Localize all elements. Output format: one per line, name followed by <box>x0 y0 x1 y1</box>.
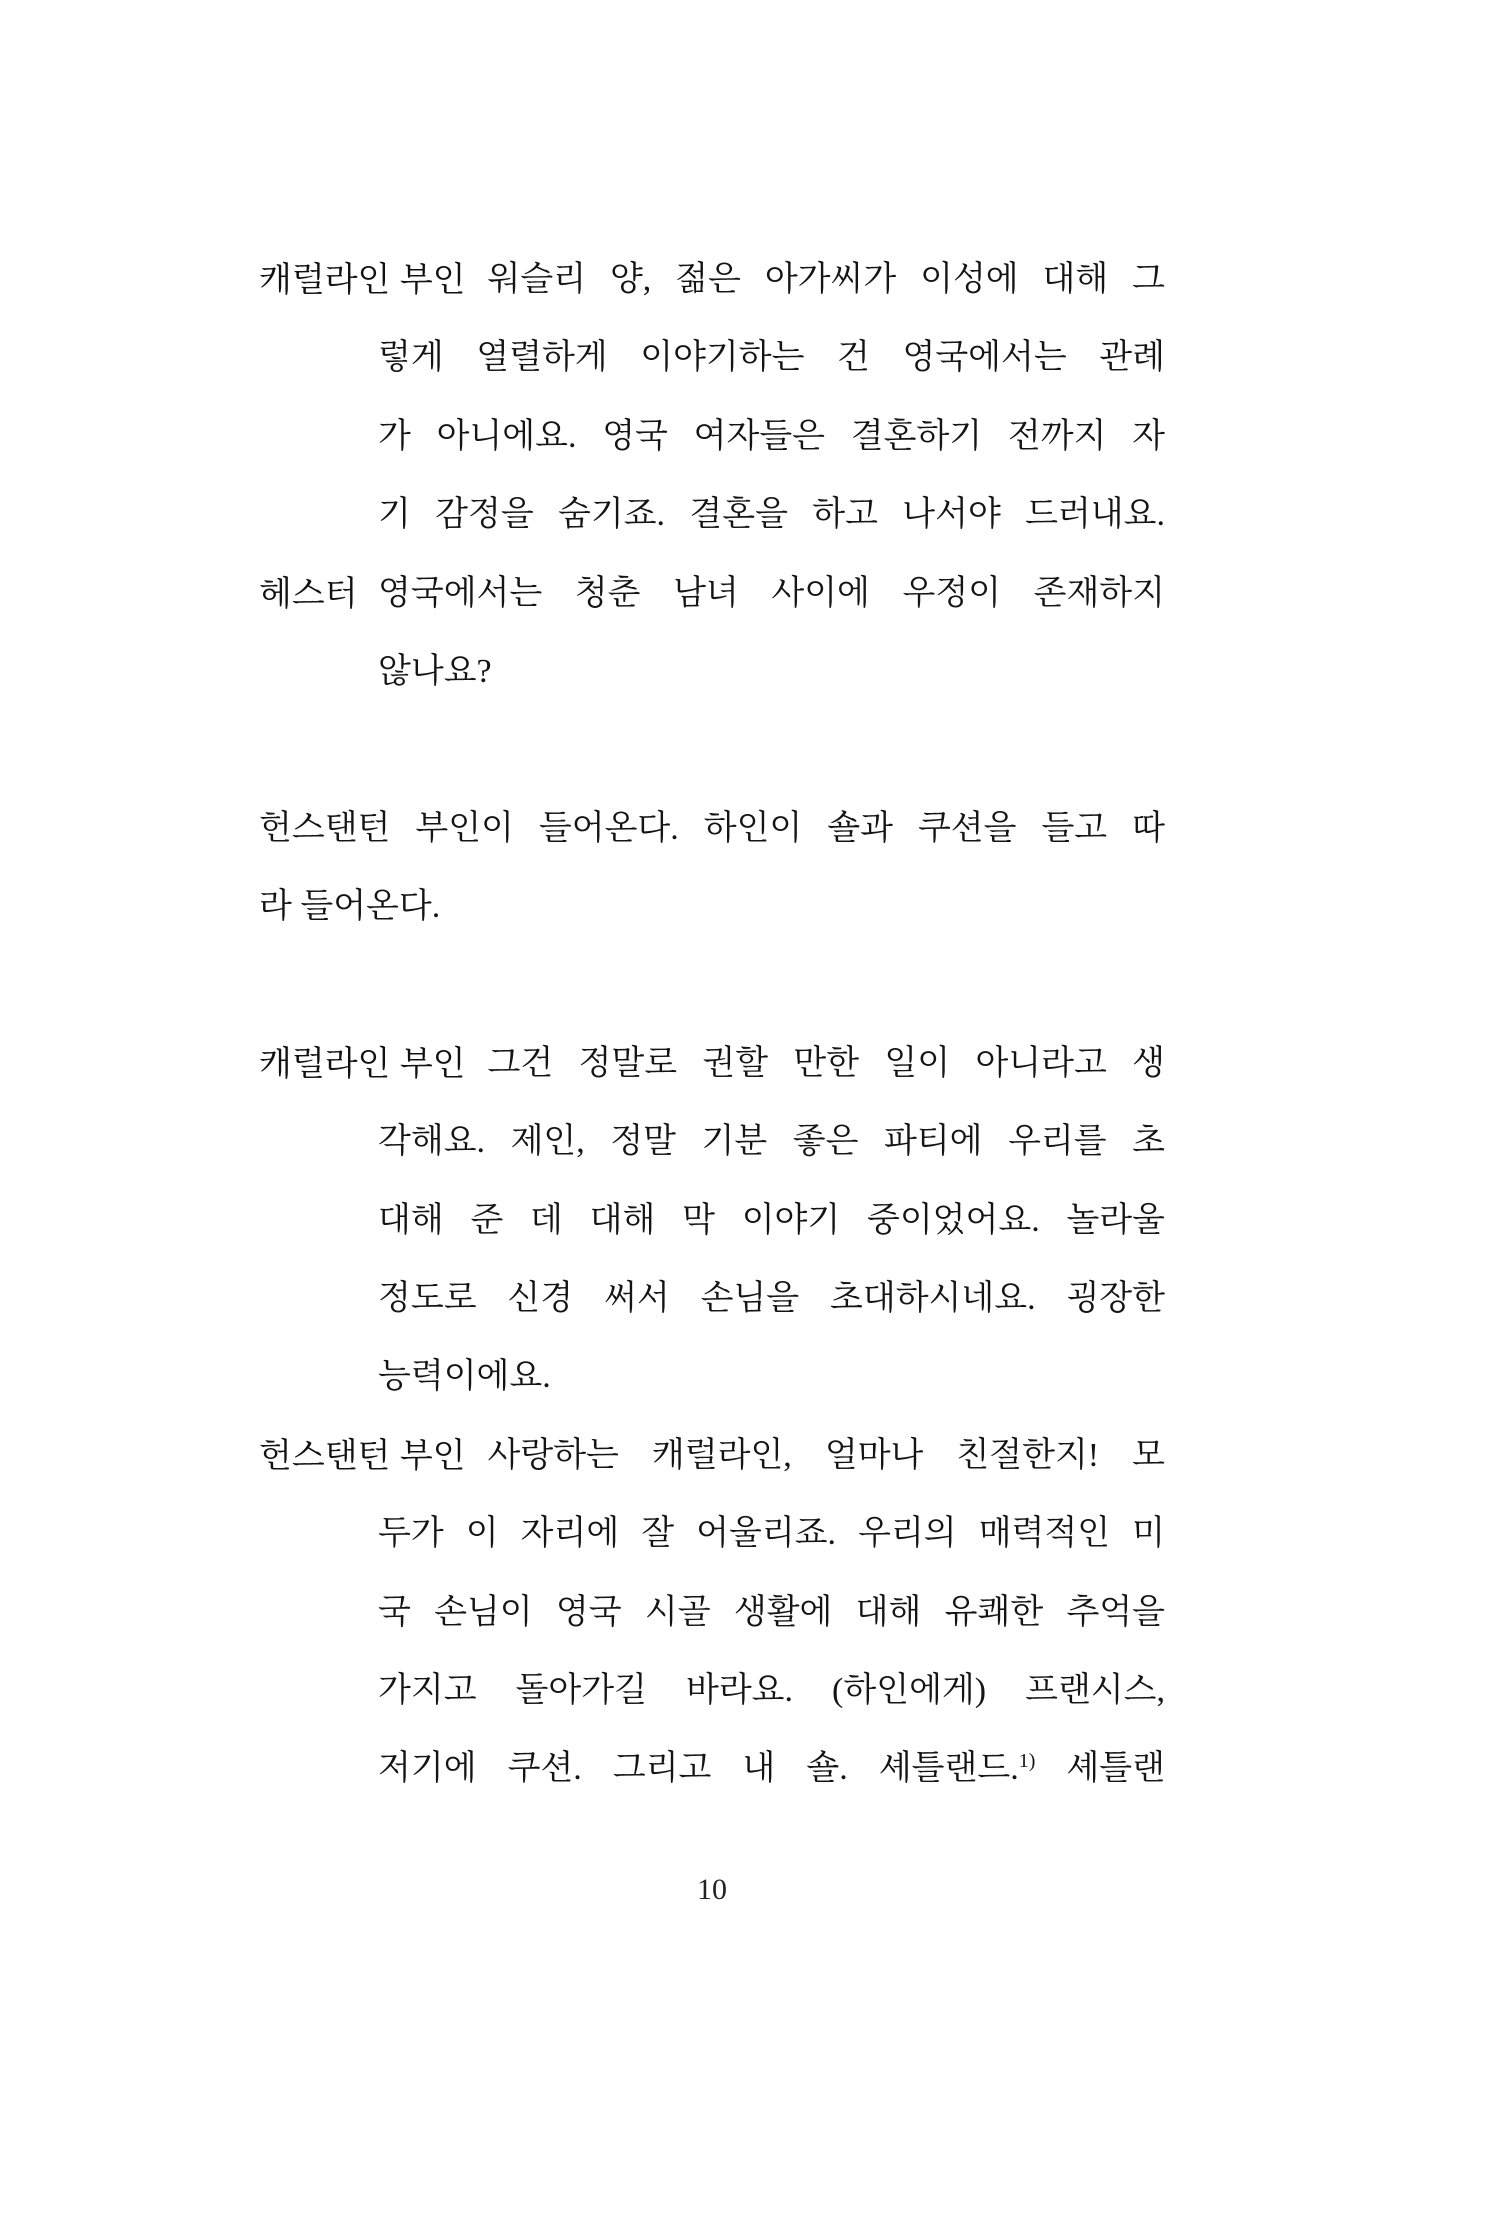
dialogue-line: 사랑하는 캐럴라인, 얼마나 친절한지! 모 <box>487 1436 1165 1474</box>
dialogue-row <box>259 1495 1165 1573</box>
speaker-name: 헌스탠턴 부인 <box>259 1436 466 1475</box>
speaker-name: 헤스터 <box>259 574 358 613</box>
dialogue-row <box>259 1652 1165 1730</box>
speaker-name: 캐럴라인 부인 <box>259 1044 466 1083</box>
dialogue-line-continuation: 셰틀랜 <box>1066 1750 1165 1788</box>
dialogue-row <box>259 241 1165 319</box>
footnote-ref: 1) <box>1018 1750 1036 1773</box>
dialogue-line: 그건 정말로 권할 만한 일이 아니라고 생 <box>487 1044 1165 1082</box>
dialogue-row <box>259 555 1165 633</box>
page-number: 10 <box>697 1873 727 1906</box>
script-page <box>259 241 1165 1809</box>
dialogue-line: 않나요? <box>378 652 492 690</box>
dialogue-line: 가 아니에요. 영국 여자들은 결혼하기 전까지 자 <box>378 417 1165 455</box>
dialogue-row <box>259 633 1165 711</box>
paragraph-spacer <box>259 947 1165 1025</box>
dialogue-line: 영국에서는 청춘 남녀 사이에 우정이 존재하지 <box>378 574 1165 612</box>
dialogue-line: 각해요. 제인, 정말 기분 좋은 파티에 우리를 초 <box>378 1123 1165 1161</box>
dialogue-row <box>259 1025 1165 1103</box>
dialogue-line: 두가 이 자리에 잘 어울리죠. 우리의 매력적인 미 <box>378 1515 1165 1553</box>
dialogue-line: 기 감정을 숨기죠. 결혼을 하고 나서야 드러내요. <box>378 496 1165 534</box>
dialogue-row <box>259 398 1165 476</box>
dialogue-row <box>259 476 1165 554</box>
speaker-name: 캐럴라인 부인 <box>259 261 466 299</box>
dialogue-row <box>259 1574 1165 1652</box>
speech-block <box>259 555 1165 712</box>
speech-block <box>259 241 1165 555</box>
speech-block <box>259 1025 1165 1417</box>
dialogue-line: 워슬리 양, 젊은 아가씨가 이성에 대해 그 <box>487 261 1165 298</box>
dialogue-line-text: 저기에 쿠션. 그리고 내 숄. 셰틀랜드. <box>378 1750 1019 1788</box>
dialogue-line: 정도로 신경 써서 손님을 초대하시네요. 굉장한 <box>378 1280 1165 1318</box>
dialogue-row <box>259 1338 1165 1416</box>
dialogue-line: 능력이에요. <box>378 1358 551 1396</box>
dialogue-row <box>259 1182 1165 1260</box>
stage-direction-line: 라 들어온다. <box>259 888 441 926</box>
speech-block <box>259 1417 1165 1809</box>
dialogue-row <box>259 319 1165 397</box>
paragraph-spacer <box>259 711 1165 789</box>
stage-direction-row <box>259 790 1165 868</box>
dialogue-row <box>259 1260 1165 1338</box>
dialogue-line-with-footnote <box>378 1730 1165 1808</box>
stage-direction <box>259 790 1165 947</box>
dialogue-row <box>259 1103 1165 1181</box>
stage-direction-row <box>259 868 1165 946</box>
dialogue-row <box>259 1417 1165 1495</box>
dialogue-line: 국 손님이 영국 시골 생활에 대해 유쾌한 추억을 <box>378 1593 1165 1631</box>
dialogue-row <box>259 1730 1165 1808</box>
dialogue-line: 렇게 열렬하게 이야기하는 건 영국에서는 관례 <box>378 339 1165 377</box>
dialogue-line: 대해 준 데 대해 막 이야기 중이었어요. 놀라울 <box>378 1201 1165 1239</box>
stage-direction-line: 헌스탠턴 부인이 들어온다. 하인이 숄과 쿠션을 들고 따 <box>259 809 1165 847</box>
dialogue-line: 가지고 돌아가길 바라요. (하인에게) 프랜시스, <box>378 1672 1165 1710</box>
